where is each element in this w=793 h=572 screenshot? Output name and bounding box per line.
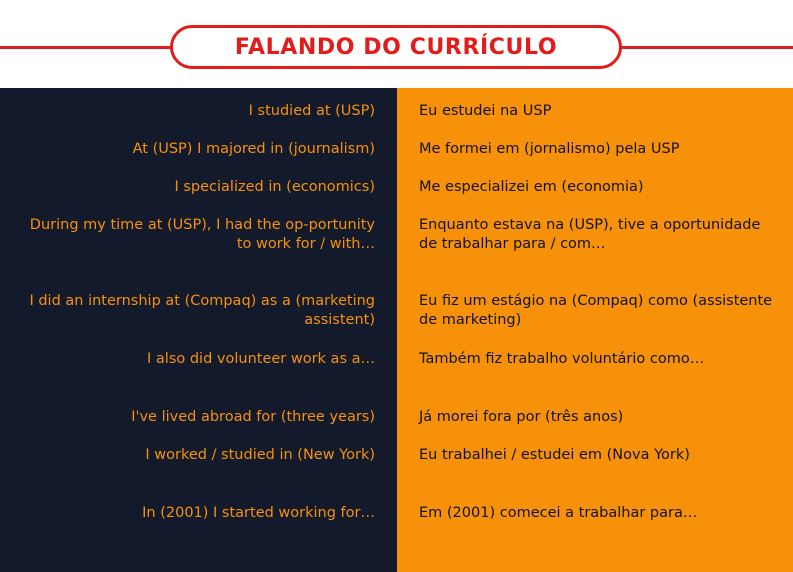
header: [0, 0, 793, 88]
phrase-row-portuguese: Eu fiz um estágio na (Compaq) como (assistente de marketing): [419, 293, 773, 328]
phrase-row-portuguese: Eu trabalhei / estudei em (Nova York): [419, 447, 690, 463]
phrase-row-portuguese: Já morei fora por (três anos): [419, 409, 624, 425]
phrase-row-english: I've lived abroad for (three years): [131, 409, 375, 425]
title-pill: [170, 25, 622, 69]
portuguese-column: [397, 88, 793, 572]
phrase-row-portuguese: Me especializei em (economia): [419, 179, 644, 195]
phrase-row-portuguese: Enquanto estava na (USP), tive a oportunidade de trabalhar para / com…: [419, 217, 761, 252]
phrase-row-english: I specialized in (economics): [174, 179, 375, 195]
phrase-row-portuguese: Me formei em (jornalismo) pela USP: [419, 141, 680, 157]
phrase-row-english: I did an internship at (Compaq) as a (marketing assistent): [29, 293, 375, 328]
phrase-row-english: During my time at (USP), I had the op-portunity to work for / with…: [29, 217, 375, 252]
phrase-row-portuguese: Eu estudei na USP: [419, 103, 552, 119]
phrase-columns: [0, 88, 793, 572]
page-title: FALANDO DO CURRÍCULO: [234, 34, 558, 60]
phrase-row-english: In (2001) I started working for…: [142, 505, 375, 521]
english-column: [0, 88, 397, 572]
phrase-row-english: I studied at (USP): [248, 103, 375, 119]
phrase-row-portuguese: Em (2001) comecei a trabalhar para…: [419, 505, 698, 521]
phrase-row-english: At (USP) I majored in (journalism): [132, 141, 375, 157]
phrase-row-portuguese: Também fiz trabalho voluntário como…: [419, 351, 705, 367]
phrase-row-english: I worked / studied in (New York): [145, 447, 375, 463]
phrase-row-english: I also did volunteer work as a…: [147, 351, 375, 367]
